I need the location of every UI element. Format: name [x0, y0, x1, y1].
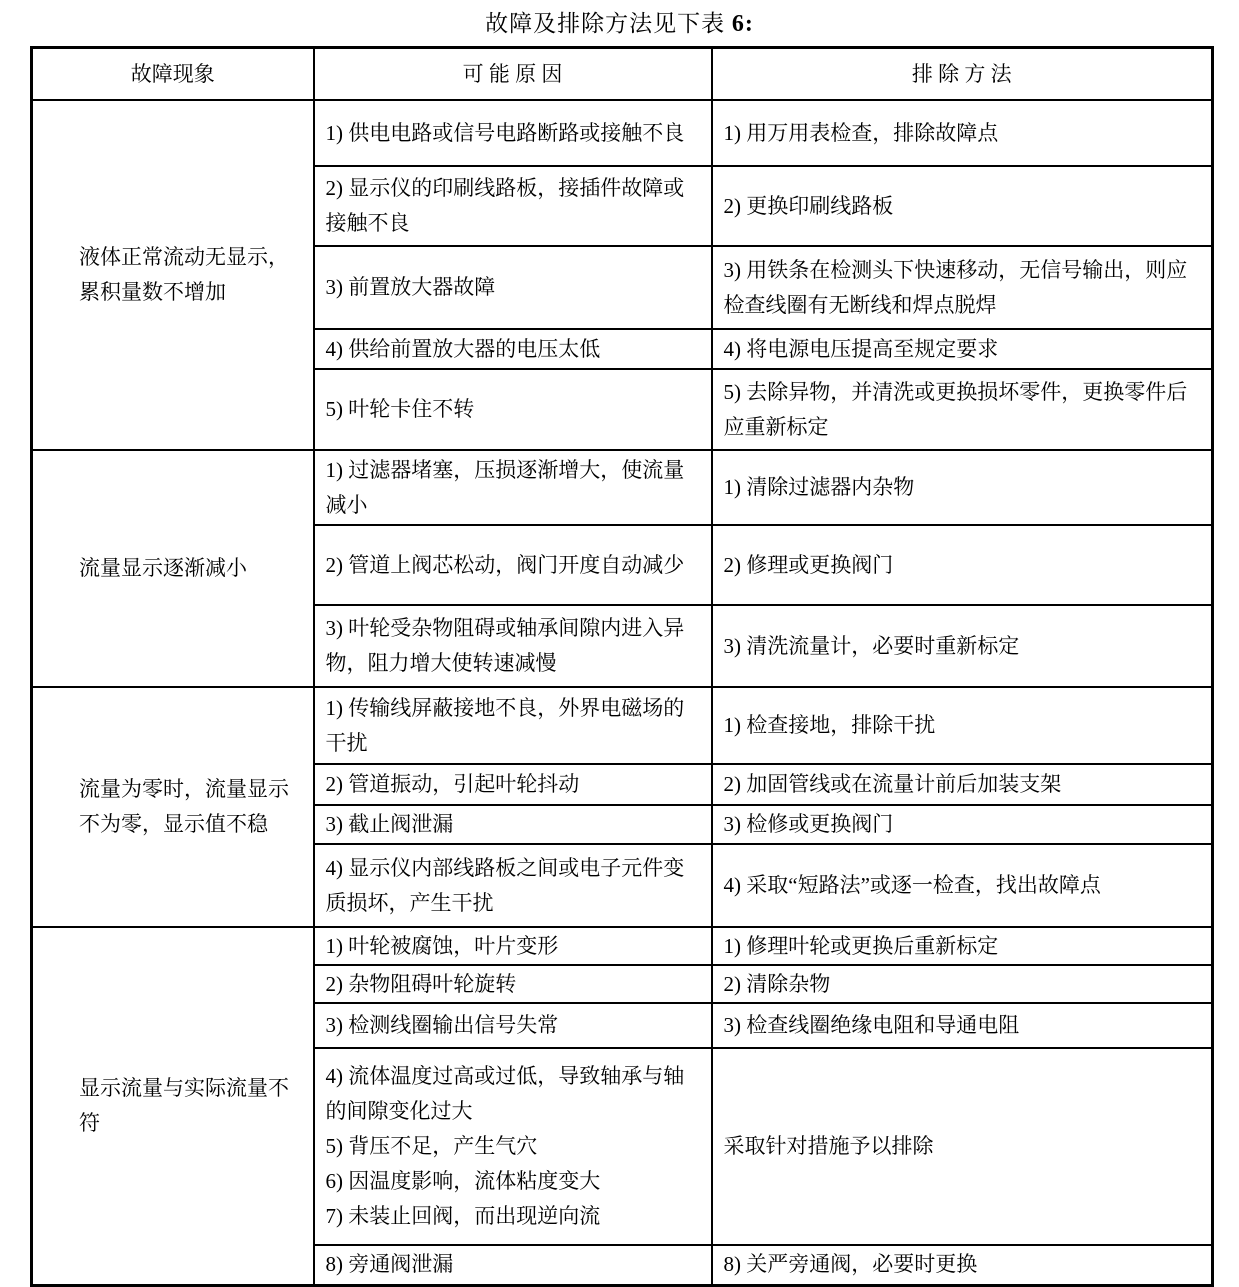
cause-cell-multi — [314, 1048, 712, 1245]
cause-cell: 2) 杂物阻碍叶轮旋转 — [314, 965, 712, 1003]
table-number-ref: 6: — [731, 11, 754, 37]
table-header-row — [32, 48, 1213, 101]
cause-cell: 1) 过滤器堵塞，压损逐渐增大，使流量减小 — [314, 450, 712, 525]
remedy-cell: 5) 去除异物，并清洗或更换损坏零件，更换零件后应重新标定 — [712, 369, 1213, 450]
cause-cell: 2) 管道振动，引起叶轮抖动 — [314, 764, 712, 805]
remedy-cell: 4) 采取“短路法”或逐一检查，找出故障点 — [712, 844, 1213, 927]
cause-item: 4) 流体温度过高或过低，导致轴承与轴的间隙变化过大 — [325, 1064, 685, 1123]
cause-cell: 4) 显示仪内部线路板之间或电子元件变质损坏，产生干扰 — [314, 844, 712, 927]
cause-cell: 3) 前置放大器故障 — [314, 246, 712, 329]
phenomenon-cell: 流量显示逐渐减小 — [32, 450, 314, 687]
table-row — [32, 687, 1213, 764]
phenomenon-cell: 液体正常流动无显示，累积量数不增加 — [32, 100, 314, 450]
cause-cell: 3) 截止阀泄漏 — [314, 805, 712, 844]
col-header-remedy: 排 除 方 法 — [712, 48, 1213, 101]
fault-troubleshooting-table — [30, 46, 1214, 1287]
col-header-cause: 可 能 原 因 — [314, 48, 712, 101]
cause-cell: 4) 供给前置放大器的电压太低 — [314, 329, 712, 369]
cause-cell: 3) 叶轮受杂物阻碍或轴承间隙内进入异物，阻力增大使转速减慢 — [314, 605, 712, 687]
table-row — [32, 100, 1213, 166]
remedy-cell: 3) 检修或更换阀门 — [712, 805, 1213, 844]
remedy-cell: 2) 清除杂物 — [712, 965, 1213, 1003]
cause-cell: 2) 显示仪的印刷线路板，接插件故障或接触不良 — [314, 166, 712, 246]
cause-cell: 2) 管道上阀芯松动，阀门开度自动减少 — [314, 525, 712, 605]
cause-cell: 5) 叶轮卡住不转 — [314, 369, 712, 450]
cause-cell: 8) 旁通阀泄漏 — [314, 1245, 712, 1285]
cause-cell: 1) 叶轮被腐蚀，叶片变形 — [314, 927, 712, 965]
remedy-cell: 2) 更换印刷线路板 — [712, 166, 1213, 246]
remedy-cell: 1) 修理叶轮或更换后重新标定 — [712, 927, 1213, 965]
document-title — [0, 0, 1239, 39]
remedy-cell: 4) 将电源电压提高至规定要求 — [712, 329, 1213, 369]
remedy-cell: 3) 清洗流量计，必要时重新标定 — [712, 605, 1213, 687]
remedy-cell: 2) 加固管线或在流量计前后加装支架 — [712, 764, 1213, 805]
cause-item: 7) 未装止回阀，而出现逆向流 — [325, 1204, 601, 1228]
document-title-text: 故障及排除方法见下表 — [485, 11, 732, 36]
table-row — [32, 927, 1213, 965]
remedy-cell: 8) 关严旁通阀，必要时更换 — [712, 1245, 1213, 1285]
phenomenon-cell: 流量为零时，流量显示不为零，显示值不稳 — [32, 687, 314, 927]
remedy-cell: 1) 检查接地，排除干扰 — [712, 687, 1213, 764]
cause-item: 6) 因温度影响，流体粘度变大 — [325, 1169, 601, 1193]
remedy-cell: 3) 检查线圈绝缘电阻和导通电阻 — [712, 1003, 1213, 1048]
remedy-cell: 1) 用万用表检查，排除故障点 — [712, 100, 1213, 166]
table-row — [32, 450, 1213, 525]
remedy-cell: 采取针对措施予以排除 — [712, 1048, 1213, 1245]
cause-item: 5) 背压不足，产生气穴 — [325, 1134, 538, 1158]
remedy-cell: 2) 修理或更换阀门 — [712, 525, 1213, 605]
cause-cell: 1) 供电电路或信号电路断路或接触不良 — [314, 100, 712, 166]
phenomenon-cell: 显示流量与实际流量不符 — [32, 927, 314, 1285]
remedy-cell: 3) 用铁条在检测头下快速移动，无信号输出，则应检查线圈有无断线和焊点脱焊 — [712, 246, 1213, 329]
cause-cell: 1) 传输线屏蔽接地不良，外界电磁场的干扰 — [314, 687, 712, 764]
cause-cell: 3) 检测线圈输出信号失常 — [314, 1003, 712, 1048]
remedy-cell: 1) 清除过滤器内杂物 — [712, 450, 1213, 525]
col-header-phenomenon: 故障现象 — [32, 48, 314, 101]
